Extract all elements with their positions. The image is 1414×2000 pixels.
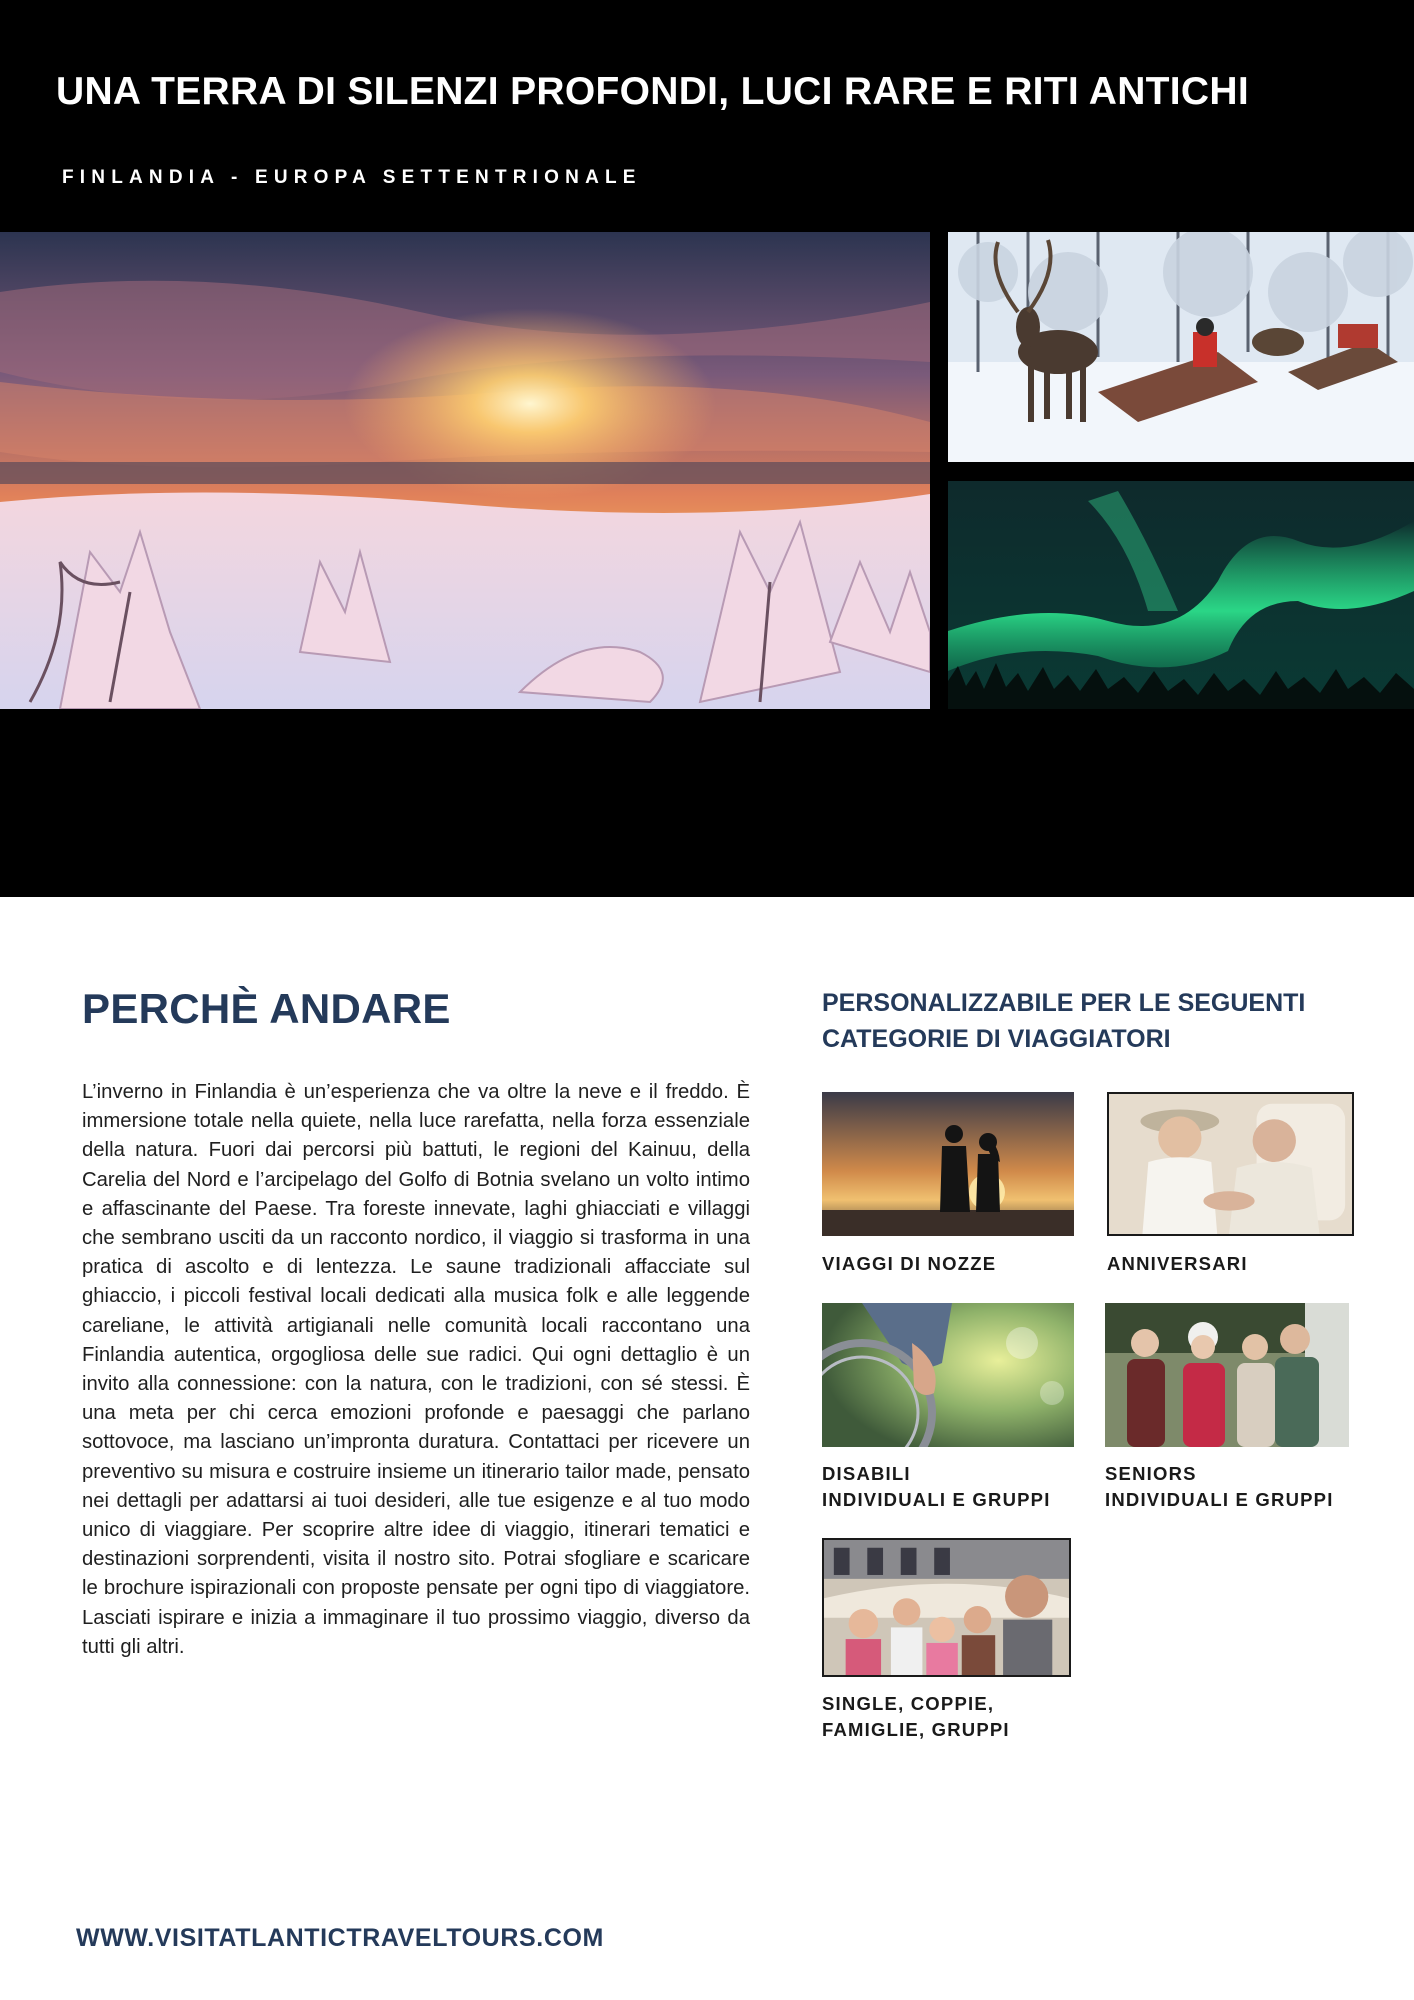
winter-sunset-photo [0,232,930,709]
disabled-travelers-photo [822,1303,1074,1447]
why-go-body: L’inverno in Finlandia è un’esperienza che va oltre la neve e il freddo. È immersione totale nella quiete, nella luce rarefatta, nella forza essenziale della natura. Fuori dai percorsi più battuti, le regioni del Kainuu, della Carelia del Nord e l’arcipelago del Golfo di Botnia svelano un volto intimo e affascinante del Paese. Tra foreste innevate, laghi ghiacciati e villaggi che sembrano usciti da un racconto nordico, il viaggio si trasforma in una pratica di ascolto e di lentezza. Le saune tradizionali affacciate sul ghiaccio, i piccoli festival locali dedicati alla musica folk e alle leggende careliane, le attività artigianali nelle comunità locali raccontano una Finlandia autentica, orgogliosa delle sue radici. Qui ogni dettaglio è un invito alla connessione: con la natura, con le tradizioni, con sé stessi. È una meta per chi cerca emozioni profonde e paesaggi che parlano sottovoce, ma lasciano un’impronta duratura. Contattaci per ricevere un preventivo su misura e costruire insieme un itinerario tailor made, pensato nei dettagli per adattarsi ai tuoi desideri, alle tue esigenze e al tuo modo unico di viaggiare. Per scoprire altre idee di viaggio, itinerari tematici e destinazioni sorprendenti, visita il nostro sito. Potrai sfogliare e scaricare le brochure ispirazionali con proposte pensate per ogni tipo di viaggiatore. Lasciati ispirare e inizia a immaginare il tuo prossimo viaggio, diverso da tutti gli altri. [82,1081,750,1658]
category-label-seniors-sub: INDIVIDUALI E GRUPPI [1105,1489,1334,1510]
category-label-families-sub: FAMIGLIE, GRUPPI [822,1719,1010,1740]
hero-title: UNA TERRA DI SILENZI PROFONDI, LUCI RARE E RITI ANTICHI [56,70,1249,113]
category-label-honeymoon: VIAGGI DI NOZZE [822,1253,997,1274]
category-label-disabled-sub: INDIVIDUALI E GRUPPI [822,1489,1051,1510]
aurora-borealis-photo [948,481,1414,709]
category-label-families: SINGLE, COPPIE, [822,1693,995,1714]
anniversary-photo [1107,1092,1354,1236]
reindeer-sleigh-photo [948,232,1414,462]
seniors-photo [1105,1303,1349,1447]
categories-heading: PERSONALIZZABILE PER LE SEGUENTI CATEGORIE DI VIAGGIATORI [822,989,1306,1053]
category-label-disabled: DISABILI [822,1463,911,1484]
hero-subtitle: FINLANDIA - EUROPA SETTENTRIONALE [62,167,642,188]
honeymoon-photo [822,1092,1074,1236]
category-label-anniversary: ANNIVERSARI [1107,1253,1248,1274]
hero-banner [0,0,1414,897]
families-groups-photo [822,1538,1071,1677]
category-label-seniors: SENIORS [1105,1463,1197,1484]
why-go-title: PERCHÈ ANDARE [82,985,451,1032]
website-url[interactable]: WWW.VISITATLANTICTRAVELTOURS.COM [76,1924,604,1952]
